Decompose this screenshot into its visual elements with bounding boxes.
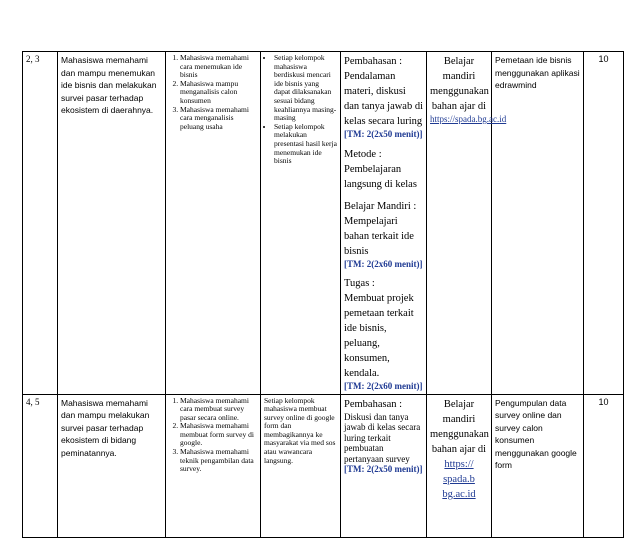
time-allocation: [TM: 2(2x60 menit)]: [344, 258, 423, 269]
week-cell: [23, 394, 58, 537]
time-allocation: [TM: 2(2x60 menit)]: [344, 381, 423, 391]
method-title: Pembahasan :: [344, 398, 403, 410]
method-body: Membuat projek pemetaan terkait ide bisnis, peluang, konsumen, kendala.: [344, 293, 414, 379]
material-text: Pemetaan ide bisnis menggunakan aplikasi edrawmind: [495, 55, 580, 90]
method-body: Pembelajaran langsung di kelas: [344, 163, 417, 190]
week-cell: [23, 52, 58, 395]
method-cell: [341, 394, 427, 537]
competency-text: Mahasiswa memahami dan mampu melakukan survei pasar terhadap ekosistem di bidang peminatannya.: [61, 397, 150, 458]
method-body: Pendalaman materi, diskusi dan tanya jawab di kelas secara luring: [344, 71, 424, 127]
spada-link[interactable]: https:// spada.b bg.ac.id: [442, 458, 476, 500]
competency-cell: [58, 394, 166, 537]
online-text: Belajar mandiri menggunakan bahan ajar di: [430, 398, 489, 455]
method-cell: [341, 52, 427, 395]
weight-value: 10: [598, 396, 609, 407]
indicator-list: [180, 54, 257, 131]
week-number: 2, 3: [26, 54, 40, 64]
indicator-list: [180, 397, 257, 474]
time-allocation: [TM: 2(2x50 menit)]: [344, 464, 423, 474]
online-cell: [427, 394, 492, 537]
method-body: Mempelajari bahan terkait ide bisnis: [344, 215, 414, 257]
list-item: 3. Mahasiswa memahami cara menganalisis peluang usaha: [180, 106, 257, 132]
indicator-cell: [166, 52, 261, 395]
list-item: • Setiap kelompok melakukan presentasi hasil kerja menemukan ide bisnis: [274, 123, 337, 166]
list-item: • Setiap kelompok mahasiswa berdiskusi mencari ide bisnis yang dapat dilaksanakan sesuai bidang keahliannya masing-masing: [274, 54, 337, 123]
list-item: 1. Mahasiswa memahami cara menemukan ide bisnis: [180, 54, 257, 80]
rps-table: [22, 51, 624, 538]
method-title: Belajar Mandiri :: [344, 200, 417, 212]
method-title: Pembahasan :: [344, 56, 403, 67]
competency-text: Mahasiswa memahami dan mampu menemukan ide bisnis dan melakukan survei pasar terhadap ekosistem di daerahnya.: [61, 55, 157, 115]
competency-cell: [58, 52, 166, 395]
list-item: 2. Mahasiswa mampu menganalisis calon konsumen: [180, 80, 257, 106]
spada-link[interactable]: https://spada.bg.ac.id: [430, 114, 507, 124]
criteria-cell: [261, 394, 341, 537]
online-cell: [427, 52, 507, 395]
list-item: 2. Mahasiswa memahami membuat form survey di google.: [180, 422, 257, 448]
criteria-text: Setiap kelompok mahasiswa membuat survey online di google form dan membagikannya ke masyarakat via med sos atau wawancara langsung.: [264, 395, 336, 465]
list-item: 3. Mahasiswa memahami teknik pengambilan data survey.: [180, 448, 257, 474]
indicator-cell: [166, 394, 261, 537]
method-title: Metode :: [344, 148, 382, 160]
weight-cell: [584, 394, 624, 537]
material-cell: [492, 394, 584, 537]
material-cell: [492, 52, 584, 395]
method-body: Diskusi dan tanya jawab di kelas secara luring terkait pembuatan pertanyaan survey: [344, 411, 421, 464]
table-row: [23, 394, 624, 537]
week-number: 4, 5: [26, 396, 40, 407]
table-row: [23, 52, 624, 395]
list-item: 1. Mahasiswa memahami cara membuat survey pasar secara online.: [180, 397, 257, 423]
weight-value: 10: [598, 54, 609, 64]
weight-cell: [584, 52, 624, 395]
method-title: Tugas :: [344, 278, 375, 289]
criteria-cell: [261, 52, 341, 395]
time-allocation: [TM: 2(2x50 menit)]: [344, 129, 423, 139]
material-text: Pengumpulan data survey online dan survey calon konsumen menggunakan google form: [495, 397, 577, 470]
online-text: Belajar mandiri menggunakan bahan ajar di: [430, 56, 489, 112]
criteria-list: [274, 54, 337, 166]
